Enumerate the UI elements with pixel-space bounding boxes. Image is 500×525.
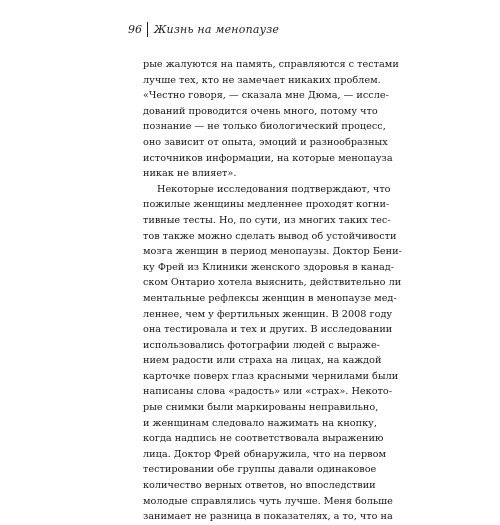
text-line: рые жалуются на память, справляются с тестами bbox=[143, 59, 399, 70]
text-line: «Честно говоря, — сказала мне Дюма, — иссле- bbox=[143, 90, 389, 102]
text-line: тов также можно сделать вывод об устойчивости bbox=[143, 230, 397, 242]
text-line: ском Онтарио хотела выяснить, действительно ли bbox=[143, 277, 402, 289]
text-line: написаны слова «радость» или «страх». Некото- bbox=[143, 386, 392, 398]
text-line: она тестировала и тех и других. В исследовании bbox=[143, 324, 393, 336]
text-line: использовались фотографии людей с выраже- bbox=[143, 339, 380, 351]
text-line: нием радости или страха на лицах, на каждой bbox=[143, 355, 382, 367]
text-line: молодые справлялись чуть лучше. Меня больше bbox=[143, 495, 393, 507]
text-line: никак не влияет». bbox=[143, 168, 237, 180]
text-line: Некоторые исследования подтверждают, что bbox=[157, 183, 391, 195]
text-line: оно зависит от опыта, эмоций и разнообразных bbox=[143, 136, 388, 148]
running-title: Жизнь на менопаузе bbox=[154, 22, 280, 36]
running-head bbox=[128, 20, 279, 38]
text-line: лица. Доктор Фрей обнаружила, что на первом bbox=[143, 448, 386, 460]
text-line: ку Фрей из Клиники женского здоровья в канад- bbox=[143, 261, 395, 273]
body-text bbox=[143, 57, 402, 525]
text-line: ментальные рефлексы женщин в менопаузе мед- bbox=[143, 292, 397, 304]
text-line: леннее, чем у фертильных женщин. В 2008 году bbox=[143, 308, 393, 320]
text-line: лучше тех, кто не замечает никаких проблем. bbox=[143, 74, 381, 86]
text-line: пожилые женщины медленнее проходят когни- bbox=[143, 199, 390, 211]
page-number: 96 bbox=[128, 22, 142, 36]
text-line: тестировании обе группы давали одинаковое bbox=[143, 464, 377, 476]
text-line: рые снимки были маркированы неправильно, bbox=[143, 402, 379, 414]
text-line: познание — не только биологический процесс, bbox=[143, 121, 386, 133]
text-line: тивные тесты. Но, по сути, из многих таких тес- bbox=[143, 214, 391, 226]
text-line: дований проводится очень много, потому что bbox=[143, 105, 378, 117]
text-line: занимает не разница в показателях, а то, что на bbox=[143, 511, 393, 523]
paragraph bbox=[143, 182, 402, 525]
paragraph bbox=[143, 57, 399, 182]
text-line: когда надпись не соответствовала выражению bbox=[143, 433, 384, 445]
text-line: и женщинам следовало нажимать на кнопку, bbox=[143, 417, 377, 429]
text-line: мозга женщин в период менопаузы. Доктор Бени- bbox=[143, 246, 402, 258]
text-line: карточке поверх глаз красными чернилами были bbox=[143, 370, 399, 382]
text-line: количество верных ответов, но впоследствии bbox=[143, 480, 376, 492]
text-line: источников информации, на которые менопауза bbox=[143, 152, 393, 164]
header-divider bbox=[147, 22, 148, 37]
